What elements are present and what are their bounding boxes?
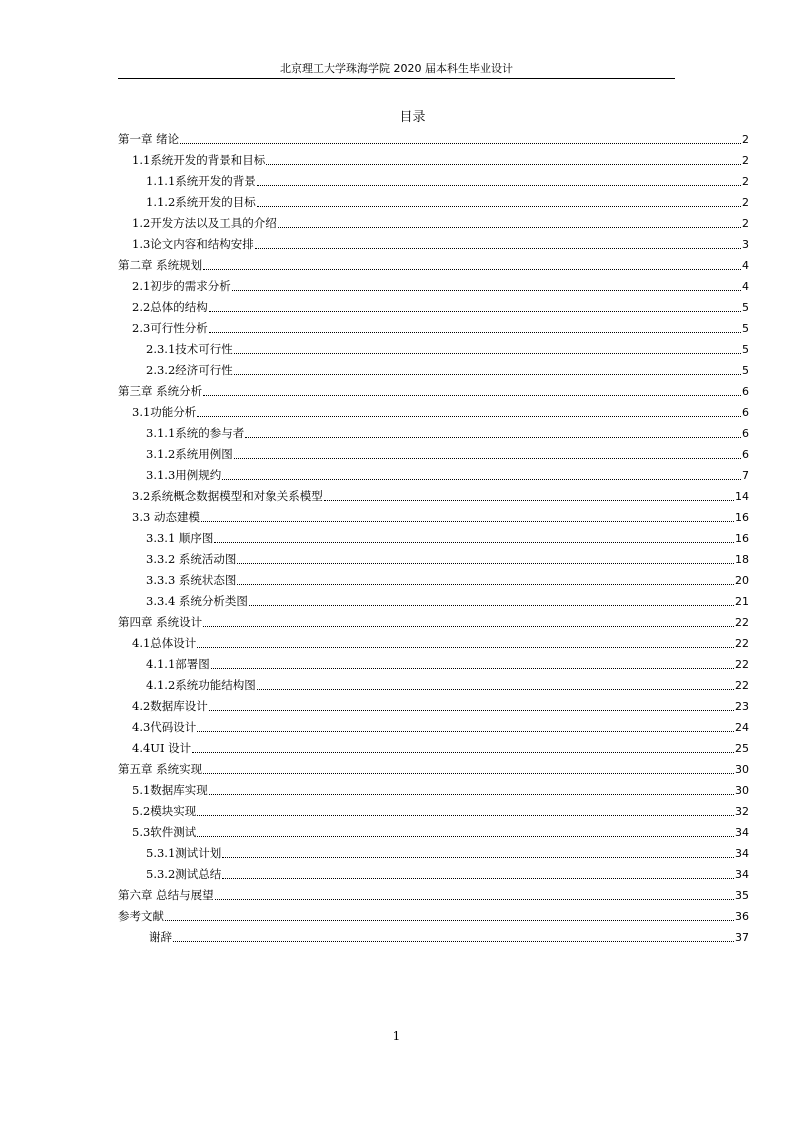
toc-title: 目录 [399,110,426,125]
toc-entry[interactable] [118,465,749,486]
toc-entry[interactable] [118,717,749,738]
toc-entry-text: 第二章 系统规划 [118,258,203,272]
toc-entry-page: 4 [742,280,749,293]
table-of-contents [118,129,749,948]
toc-entry-text: 3.3 动态建模 [132,510,200,524]
toc-entry-page: 5 [742,322,749,335]
toc-entry-text: 参考文献 [118,909,164,923]
toc-entry-text: 1.2开发方法以及工具的介绍 [132,216,277,230]
toc-entry-page: 2 [742,217,749,230]
toc-entry-text: 4.1.2系统功能结构图 [146,678,256,692]
toc-entry-page: 6 [742,448,749,461]
toc-dot-leader [222,856,734,858]
toc-entry[interactable] [118,318,749,339]
toc-entry-text: 3.2系统概念数据模型和对象关系模型 [132,489,323,503]
toc-dot-leader [266,163,741,165]
toc-entry-page: 25 [735,742,749,755]
toc-dot-leader [255,247,741,249]
toc-entry[interactable] [118,801,749,822]
toc-entry-text: 5.3软件测试 [132,825,197,839]
toc-entry-text: 4.4UI 设计 [132,741,192,755]
running-header: 北京理工大学珠海学院 2020 届本科生毕业设计 [280,62,513,75]
toc-entry-text: 1.1.2系统开发的目标 [146,195,256,209]
toc-entry-page: 6 [742,406,749,419]
toc-entry-text: 5.3.2测试总结 [146,867,222,881]
toc-entry[interactable] [118,528,749,549]
toc-dot-leader [257,184,741,186]
toc-entry-page: 24 [735,721,749,734]
toc-entry[interactable] [118,402,749,423]
toc-entry[interactable] [118,507,749,528]
toc-dot-leader [215,898,734,900]
toc-dot-leader [324,499,734,501]
toc-entry[interactable] [118,822,749,843]
toc-entry-text: 第四章 系统设计 [118,615,203,629]
toc-dot-leader [197,730,734,732]
toc-entry-page: 34 [735,847,749,860]
toc-entry[interactable] [118,591,749,612]
toc-entry[interactable] [118,675,749,696]
toc-entry-text: 2.3.2经济可行性 [146,363,233,377]
toc-entry-text: 1.3论文内容和结构安排 [132,237,254,251]
toc-entry-page: 5 [742,364,749,377]
toc-entry-page: 2 [742,133,749,146]
toc-dot-leader [203,772,734,774]
toc-dot-leader [249,604,734,606]
toc-entry[interactable] [118,234,749,255]
toc-entry-text: 2.1初步的需求分析 [132,279,231,293]
toc-entry[interactable] [118,381,749,402]
toc-entry-text: 第三章 系统分析 [118,384,203,398]
toc-entry-text: 5.1数据库实现 [132,783,208,797]
toc-entry-page: 2 [742,154,749,167]
toc-entry-text: 3.1功能分析 [132,405,197,419]
toc-entry-page: 4 [742,259,749,272]
toc-dot-leader [278,226,741,228]
toc-entry[interactable] [118,129,749,150]
toc-entry-text: 第一章 绪论 [118,132,180,146]
toc-entry-text: 4.1总体设计 [132,636,197,650]
toc-dot-leader [234,352,741,354]
toc-entry[interactable] [118,297,749,318]
toc-entry-text: 谢辞 [149,930,172,944]
toc-entry-page: 34 [735,826,749,839]
toc-entry-page: 23 [735,700,749,713]
toc-entry-page: 14 [735,490,749,503]
toc-dot-leader [173,940,734,942]
toc-entry[interactable] [118,276,749,297]
header-rule [118,78,675,79]
toc-entry-page: 2 [742,175,749,188]
toc-entry-page: 6 [742,385,749,398]
toc-entry-page: 6 [742,427,749,440]
toc-entry-page: 21 [735,595,749,608]
toc-entry-page: 16 [735,532,749,545]
toc-entry[interactable] [118,444,749,465]
toc-entry-text: 1.1.1系统开发的背景 [146,174,256,188]
toc-entry[interactable] [118,150,749,171]
toc-dot-leader [222,877,734,879]
toc-dot-leader [237,583,734,585]
toc-entry-page: 20 [735,574,749,587]
toc-dot-leader [197,814,734,816]
toc-entry-text: 4.1.1部署图 [146,657,210,671]
toc-entry-text: 第五章 系统实现 [118,762,203,776]
toc-entry-text: 3.3.2 系统活动图 [146,552,237,566]
toc-dot-leader [209,331,741,333]
toc-entry-page: 22 [735,637,749,650]
toc-entry[interactable] [118,885,749,906]
toc-entry-text: 3.3.4 系统分析类图 [146,594,248,608]
toc-dot-leader [214,541,734,543]
toc-entry[interactable] [118,192,749,213]
toc-dot-leader [203,394,741,396]
toc-entry[interactable] [118,255,749,276]
toc-dot-leader [197,415,741,417]
toc-dot-leader [222,478,741,480]
toc-dot-leader [245,436,741,438]
toc-dot-leader [203,625,734,627]
toc-entry-text: 2.3.1技术可行性 [146,342,233,356]
toc-entry[interactable] [118,423,749,444]
toc-entry-page: 7 [742,469,749,482]
toc-entry-text: 5.3.1测试计划 [146,846,222,860]
toc-entry-page: 3 [742,238,749,251]
toc-entry-page: 5 [742,301,749,314]
toc-entry[interactable] [118,864,749,885]
toc-dot-leader [201,520,734,522]
toc-dot-leader [165,919,734,921]
toc-entry-text: 2.3可行性分析 [132,321,208,335]
toc-dot-leader [234,457,741,459]
toc-entry-page: 5 [742,343,749,356]
toc-entry[interactable] [118,780,749,801]
toc-entry-page: 22 [735,658,749,671]
toc-entry-page: 35 [735,889,749,902]
page-number: 1 [392,1029,401,1043]
toc-entry-text: 1.1系统开发的背景和目标 [132,153,266,167]
toc-entry-text: 3.1.1系统的参与者 [146,426,245,440]
toc-entry-page: 2 [742,196,749,209]
toc-entry-text: 3.1.3用例规约 [146,468,222,482]
toc-entry[interactable] [118,360,749,381]
toc-entry-page: 22 [735,679,749,692]
toc-entry-text: 4.2数据库设计 [132,699,208,713]
toc-entry[interactable] [118,339,749,360]
toc-entry[interactable] [118,738,749,759]
toc-entry[interactable] [118,906,749,927]
toc-dot-leader [211,667,734,669]
toc-dot-leader [209,793,734,795]
toc-entry-text: 3.1.2系统用例图 [146,447,233,461]
toc-entry[interactable] [118,927,749,948]
toc-entry[interactable] [118,486,749,507]
toc-entry-page: 18 [735,553,749,566]
toc-dot-leader [232,289,741,291]
toc-entry[interactable] [118,759,749,780]
toc-entry-page: 37 [735,931,749,944]
toc-dot-leader [197,835,734,837]
toc-entry-page: 16 [735,511,749,524]
toc-entry-page: 22 [735,616,749,629]
toc-entry-page: 32 [735,805,749,818]
toc-dot-leader [209,310,741,312]
toc-dot-leader [209,709,734,711]
toc-entry-page: 30 [735,784,749,797]
toc-entry-page: 30 [735,763,749,776]
toc-entry[interactable] [118,633,749,654]
toc-entry[interactable] [118,612,749,633]
toc-entry[interactable] [118,213,749,234]
toc-dot-leader [257,688,734,690]
toc-entry[interactable] [118,570,749,591]
toc-entry[interactable] [118,696,749,717]
toc-entry[interactable] [118,549,749,570]
toc-entry-text: 3.3.1 顺序图 [146,531,214,545]
toc-entry-page: 36 [735,910,749,923]
toc-entry[interactable] [118,171,749,192]
toc-entry-text: 第六章 总结与展望 [118,888,214,902]
toc-entry[interactable] [118,843,749,864]
toc-dot-leader [237,562,734,564]
toc-entry-text: 3.3.3 系统状态图 [146,573,237,587]
toc-entry[interactable] [118,654,749,675]
toc-dot-leader [203,268,741,270]
toc-dot-leader [192,751,734,753]
toc-entry-page: 34 [735,868,749,881]
toc-dot-leader [257,205,741,207]
toc-dot-leader [197,646,734,648]
toc-entry-text: 4.3代码设计 [132,720,197,734]
toc-dot-leader [180,142,741,144]
toc-entry-text: 5.2模块实现 [132,804,197,818]
toc-entry-text: 2.2总体的结构 [132,300,208,314]
toc-dot-leader [234,373,741,375]
